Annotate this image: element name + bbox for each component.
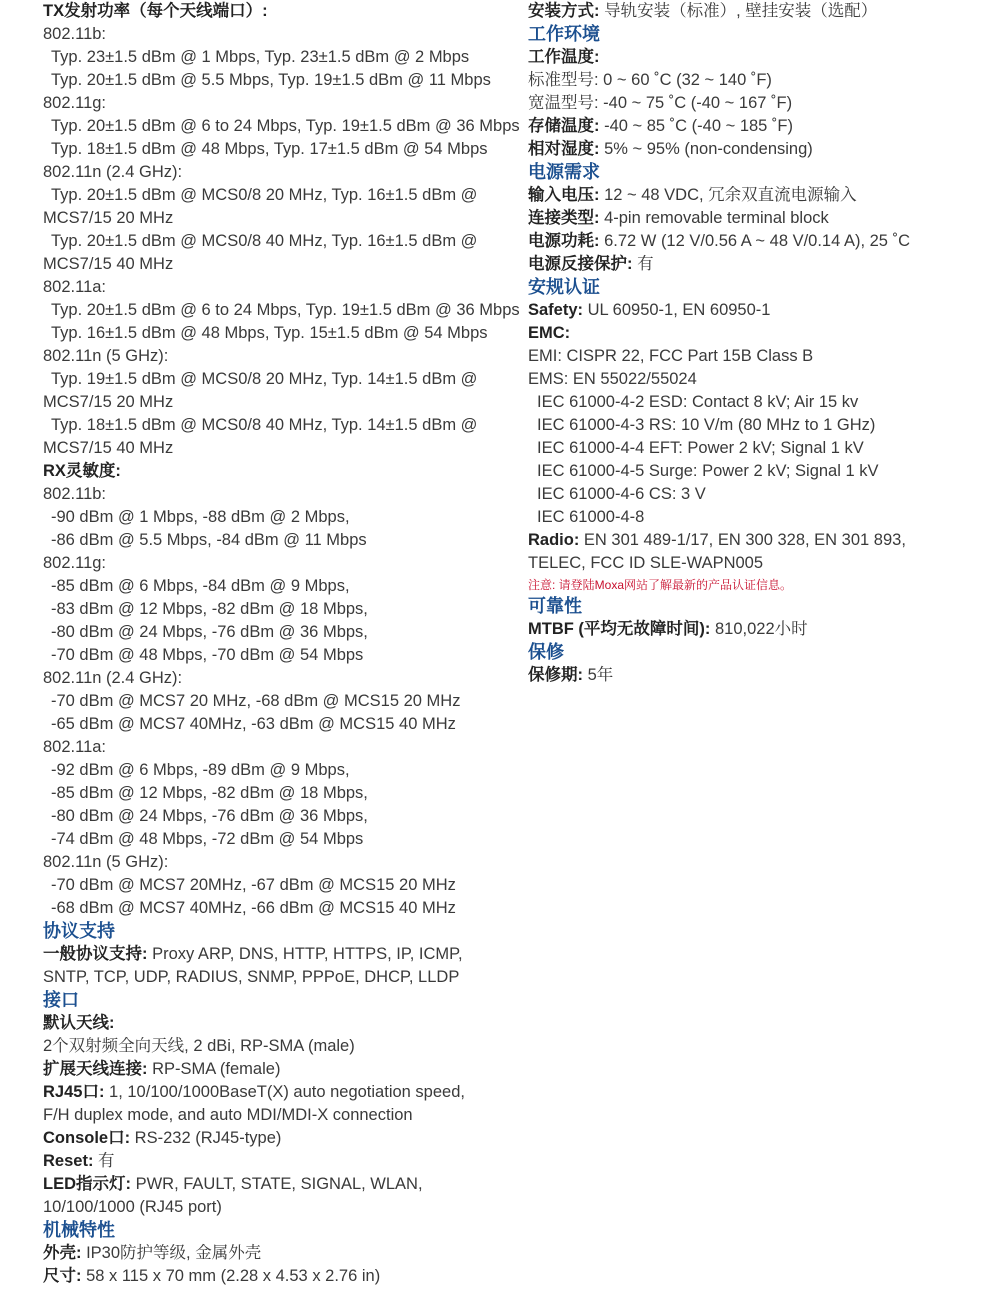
- rx-a-line: -92 dBm @ 6 Mbps, -89 dBm @ 9 Mbps,: [51, 761, 350, 779]
- reset-label: Reset:: [43, 1152, 94, 1170]
- rx-a-label: 802.11a:: [43, 738, 107, 756]
- rx-b-label: 802.11b:: [43, 485, 107, 503]
- rx-a-line: -74 dBm @ 48 Mbps, -72 dBm @ 54 Mbps: [51, 830, 364, 848]
- mtbf-value: 810,022小时: [710, 620, 808, 638]
- radio-label: Radio:: [528, 531, 580, 549]
- connector-value: 4-pin removable terminal block: [599, 209, 829, 227]
- rx-g-label: 802.11g:: [43, 554, 107, 572]
- rx-n5-line: -68 dBm @ MCS7 40MHz, -66 dBm @ MCS15 40 MHz: [51, 899, 456, 917]
- antenna-label: 默认天线:: [43, 1014, 115, 1032]
- tx-n5-line: Typ. 18±1.5 dBm @ MCS0/8 40 MHz, Typ. 14±1.5 dBm @: [51, 416, 478, 434]
- rj45-value-cont: F/H duplex mode, and auto MDI/MDI-X connection: [43, 1106, 413, 1124]
- rx-g-line: -70 dBm @ 48 Mbps, -70 dBm @ 54 Mbps: [51, 646, 364, 664]
- tx-g-line: Typ. 18±1.5 dBm @ 48 Mbps, Typ. 17±1.5 dBm @ 54 Mbps: [51, 140, 488, 158]
- section-heading-reliability: 可靠性: [528, 596, 582, 616]
- reset-value: 有: [93, 1152, 115, 1170]
- rj45-label: RJ45口:: [43, 1083, 105, 1101]
- tx-n24-label: 802.11n (2.4 GHz):: [43, 163, 183, 181]
- reverse-polarity-label: 电源反接保护:: [528, 255, 633, 273]
- rx-n24-label: 802.11n (2.4 GHz):: [43, 669, 183, 687]
- tx-a-line: Typ. 16±1.5 dBm @ 48 Mbps, Typ. 15±1.5 dBm @ 54 Mbps: [51, 324, 488, 342]
- iec-line: IEC 61000-4-2 ESD: Contact 8 kV; Air 15 kv: [537, 393, 859, 411]
- connector-label: 连接类型:: [528, 209, 600, 227]
- tx-a-line: Typ. 20±1.5 dBm @ 6 to 24 Mbps, Typ. 19±1.5 dBm @ 36 Mbps: [51, 301, 520, 319]
- tx-b-line: Typ. 20±1.5 dBm @ 5.5 Mbps, Typ. 19±1.5 dBm @ 11 Mbps: [51, 71, 491, 89]
- section-heading-interface: 接口: [43, 990, 79, 1010]
- tx-n5-label: 802.11n (5 GHz):: [43, 347, 169, 365]
- section-heading-mechanical: 机械特性: [43, 1220, 115, 1240]
- radio-value-cont: TELEC, FCC ID SLE-WAPN005: [528, 554, 764, 572]
- ems-line: EMS: EN 55022/55024: [528, 370, 697, 388]
- rx-b-line: -86 dBm @ 5.5 Mbps, -84 dBm @ 11 Mbps: [51, 531, 367, 549]
- iec-line: IEC 61000-4-4 EFT: Power 2 kV; Signal 1 kV: [537, 439, 864, 457]
- tx-n24-line: Typ. 20±1.5 dBm @ MCS0/8 40 MHz, Typ. 16±1.5 dBm @: [51, 232, 478, 250]
- tx-n24-line: Typ. 20±1.5 dBm @ MCS0/8 20 MHz, Typ. 16±1.5 dBm @: [51, 186, 478, 204]
- certification-note: 注意: 请登陆Moxa网站了解最新的产品认证信息。: [528, 578, 793, 592]
- dimensions-value: 58 x 115 x 70 mm (2.28 x 4.53 x 2.76 in): [81, 1267, 381, 1285]
- operating-temp-wide: 宽温型号: -40 ~ 75 ˚C (-40 ~ 167 ˚F): [528, 94, 793, 112]
- right-column: [528, 0, 968, 687]
- humidity-label: 相对湿度:: [528, 140, 600, 158]
- tx-b-label: 802.11b:: [43, 25, 107, 43]
- console-label: Console口:: [43, 1129, 131, 1147]
- tx-b-line: Typ. 23±1.5 dBm @ 1 Mbps, Typ. 23±1.5 dBm @ 2 Mbps: [51, 48, 470, 66]
- tx-n24-line: MCS7/15 20 MHz: [43, 209, 174, 227]
- left-column: [43, 0, 520, 1288]
- ext-antenna-value: RP-SMA (female): [147, 1060, 281, 1078]
- input-voltage-label: 输入电压:: [528, 186, 600, 204]
- rx-g-line: -80 dBm @ 24 Mbps, -76 dBm @ 36 Mbps,: [51, 623, 368, 641]
- warranty-label: 保修期:: [528, 666, 583, 684]
- rx-g-line: -83 dBm @ 12 Mbps, -82 dBm @ 18 Mbps,: [51, 600, 368, 618]
- operating-temp-standard: 标准型号: 0 ~ 60 ˚C (32 ~ 140 ˚F): [528, 71, 772, 89]
- led-value: PWR, FAULT, STATE, SIGNAL, WLAN,: [131, 1175, 423, 1193]
- power-consumption-label: 电源功耗:: [528, 232, 600, 250]
- humidity-value: 5% ~ 95% (non-condensing): [599, 140, 813, 158]
- section-heading-power: 电源需求: [528, 162, 600, 182]
- dimensions-label: 尺寸:: [43, 1267, 82, 1285]
- warranty-value: 5年: [583, 666, 614, 684]
- tx-n5-line: Typ. 19±1.5 dBm @ MCS0/8 20 MHz, Typ. 14±1.5 dBm @: [51, 370, 478, 388]
- rx-n24-line: -70 dBm @ MCS7 20 MHz, -68 dBm @ MCS15 20 MHz: [51, 692, 461, 710]
- rx-b-line: -90 dBm @ 1 Mbps, -88 dBm @ 2 Mbps,: [51, 508, 350, 526]
- power-consumption-value: 6.72 W (12 V/0.56 A ~ 48 V/0.14 A), 25 ˚C: [599, 232, 910, 250]
- rx-sensitivity-label: RX灵敏度:: [43, 462, 121, 480]
- section-heading-protocol: 协议支持: [43, 921, 115, 941]
- protocol-value: Proxy ARP, DNS, HTTP, HTTPS, IP, ICMP,: [147, 945, 463, 963]
- operating-temp-label: 工作温度:: [528, 48, 600, 66]
- housing-label: 外壳:: [43, 1244, 82, 1262]
- console-value: RS-232 (RJ45-type): [130, 1129, 282, 1147]
- tx-power-label: TX发射功率（每个天线端口）:: [43, 2, 268, 20]
- safety-label: Safety:: [528, 301, 584, 319]
- rx-n5-label: 802.11n (5 GHz):: [43, 853, 169, 871]
- rx-a-line: -80 dBm @ 24 Mbps, -76 dBm @ 36 Mbps,: [51, 807, 368, 825]
- iec-line: IEC 61000-4-8: [537, 508, 645, 526]
- tx-n5-line: MCS7/15 40 MHz: [43, 439, 174, 457]
- emi-line: EMI: CISPR 22, FCC Part 15B Class B: [528, 347, 814, 365]
- tx-n24-line: MCS7/15 40 MHz: [43, 255, 174, 273]
- housing-value: IP30防护等级, 金属外壳: [81, 1244, 262, 1262]
- protocol-value-cont: SNTP, TCP, UDP, RADIUS, SNMP, PPPoE, DHCP, LLDP: [43, 968, 460, 986]
- iec-line: IEC 61000-4-3 RS: 10 V/m (80 MHz to 1 GHz): [537, 416, 876, 434]
- led-label: LED指示灯:: [43, 1175, 131, 1193]
- rx-n24-line: -65 dBm @ MCS7 40MHz, -63 dBm @ MCS15 40 MHz: [51, 715, 456, 733]
- tx-g-label: 802.11g:: [43, 94, 107, 112]
- mounting-label: 安装方式:: [528, 2, 600, 20]
- storage-temp-value: -40 ~ 85 ˚C (-40 ~ 185 ˚F): [599, 117, 793, 135]
- iec-line: IEC 61000-4-5 Surge: Power 2 kV; Signal 1 kV: [537, 462, 879, 480]
- storage-temp-label: 存储温度:: [528, 117, 600, 135]
- reverse-polarity-value: 有: [632, 255, 654, 273]
- tx-a-label: 802.11a:: [43, 278, 107, 296]
- led-value-cont: 10/100/1000 (RJ45 port): [43, 1198, 222, 1216]
- rj45-value: 1, 10/100/1000BaseT(X) auto negotiation speed,: [104, 1083, 465, 1101]
- section-heading-certification: 安规认证: [528, 277, 600, 297]
- section-heading-warranty: 保修: [528, 642, 564, 662]
- rx-a-line: -85 dBm @ 12 Mbps, -82 dBm @ 18 Mbps,: [51, 784, 368, 802]
- iec-line: IEC 61000-4-6 CS: 3 V: [537, 485, 706, 503]
- tx-g-line: Typ. 20±1.5 dBm @ 6 to 24 Mbps, Typ. 19±1.5 dBm @ 36 Mbps: [51, 117, 520, 135]
- rx-n5-line: -70 dBm @ MCS7 20MHz, -67 dBm @ MCS15 20 MHz: [51, 876, 456, 894]
- tx-n5-line: MCS7/15 20 MHz: [43, 393, 174, 411]
- emc-label: EMC:: [528, 324, 571, 342]
- ext-antenna-label: 扩展天线连接:: [43, 1060, 148, 1078]
- protocol-label: 一般协议支持:: [43, 945, 148, 963]
- section-heading-environment: 工作环境: [528, 24, 600, 44]
- mounting-value: 导轨安装（标准）, 壁挂安装（选配）: [599, 2, 878, 20]
- safety-value: UL 60950-1, EN 60950-1: [583, 301, 771, 319]
- rx-g-line: -85 dBm @ 6 Mbps, -84 dBm @ 9 Mbps,: [51, 577, 350, 595]
- antenna-value: 2个双射频全向天线, 2 dBi, RP-SMA (male): [43, 1037, 355, 1055]
- mtbf-label: MTBF (平均无故障时间):: [528, 620, 711, 638]
- input-voltage-value: 12 ~ 48 VDC, 冗余双直流电源输入: [599, 186, 857, 204]
- radio-value: EN 301 489-1/17, EN 300 328, EN 301 893,: [579, 531, 906, 549]
